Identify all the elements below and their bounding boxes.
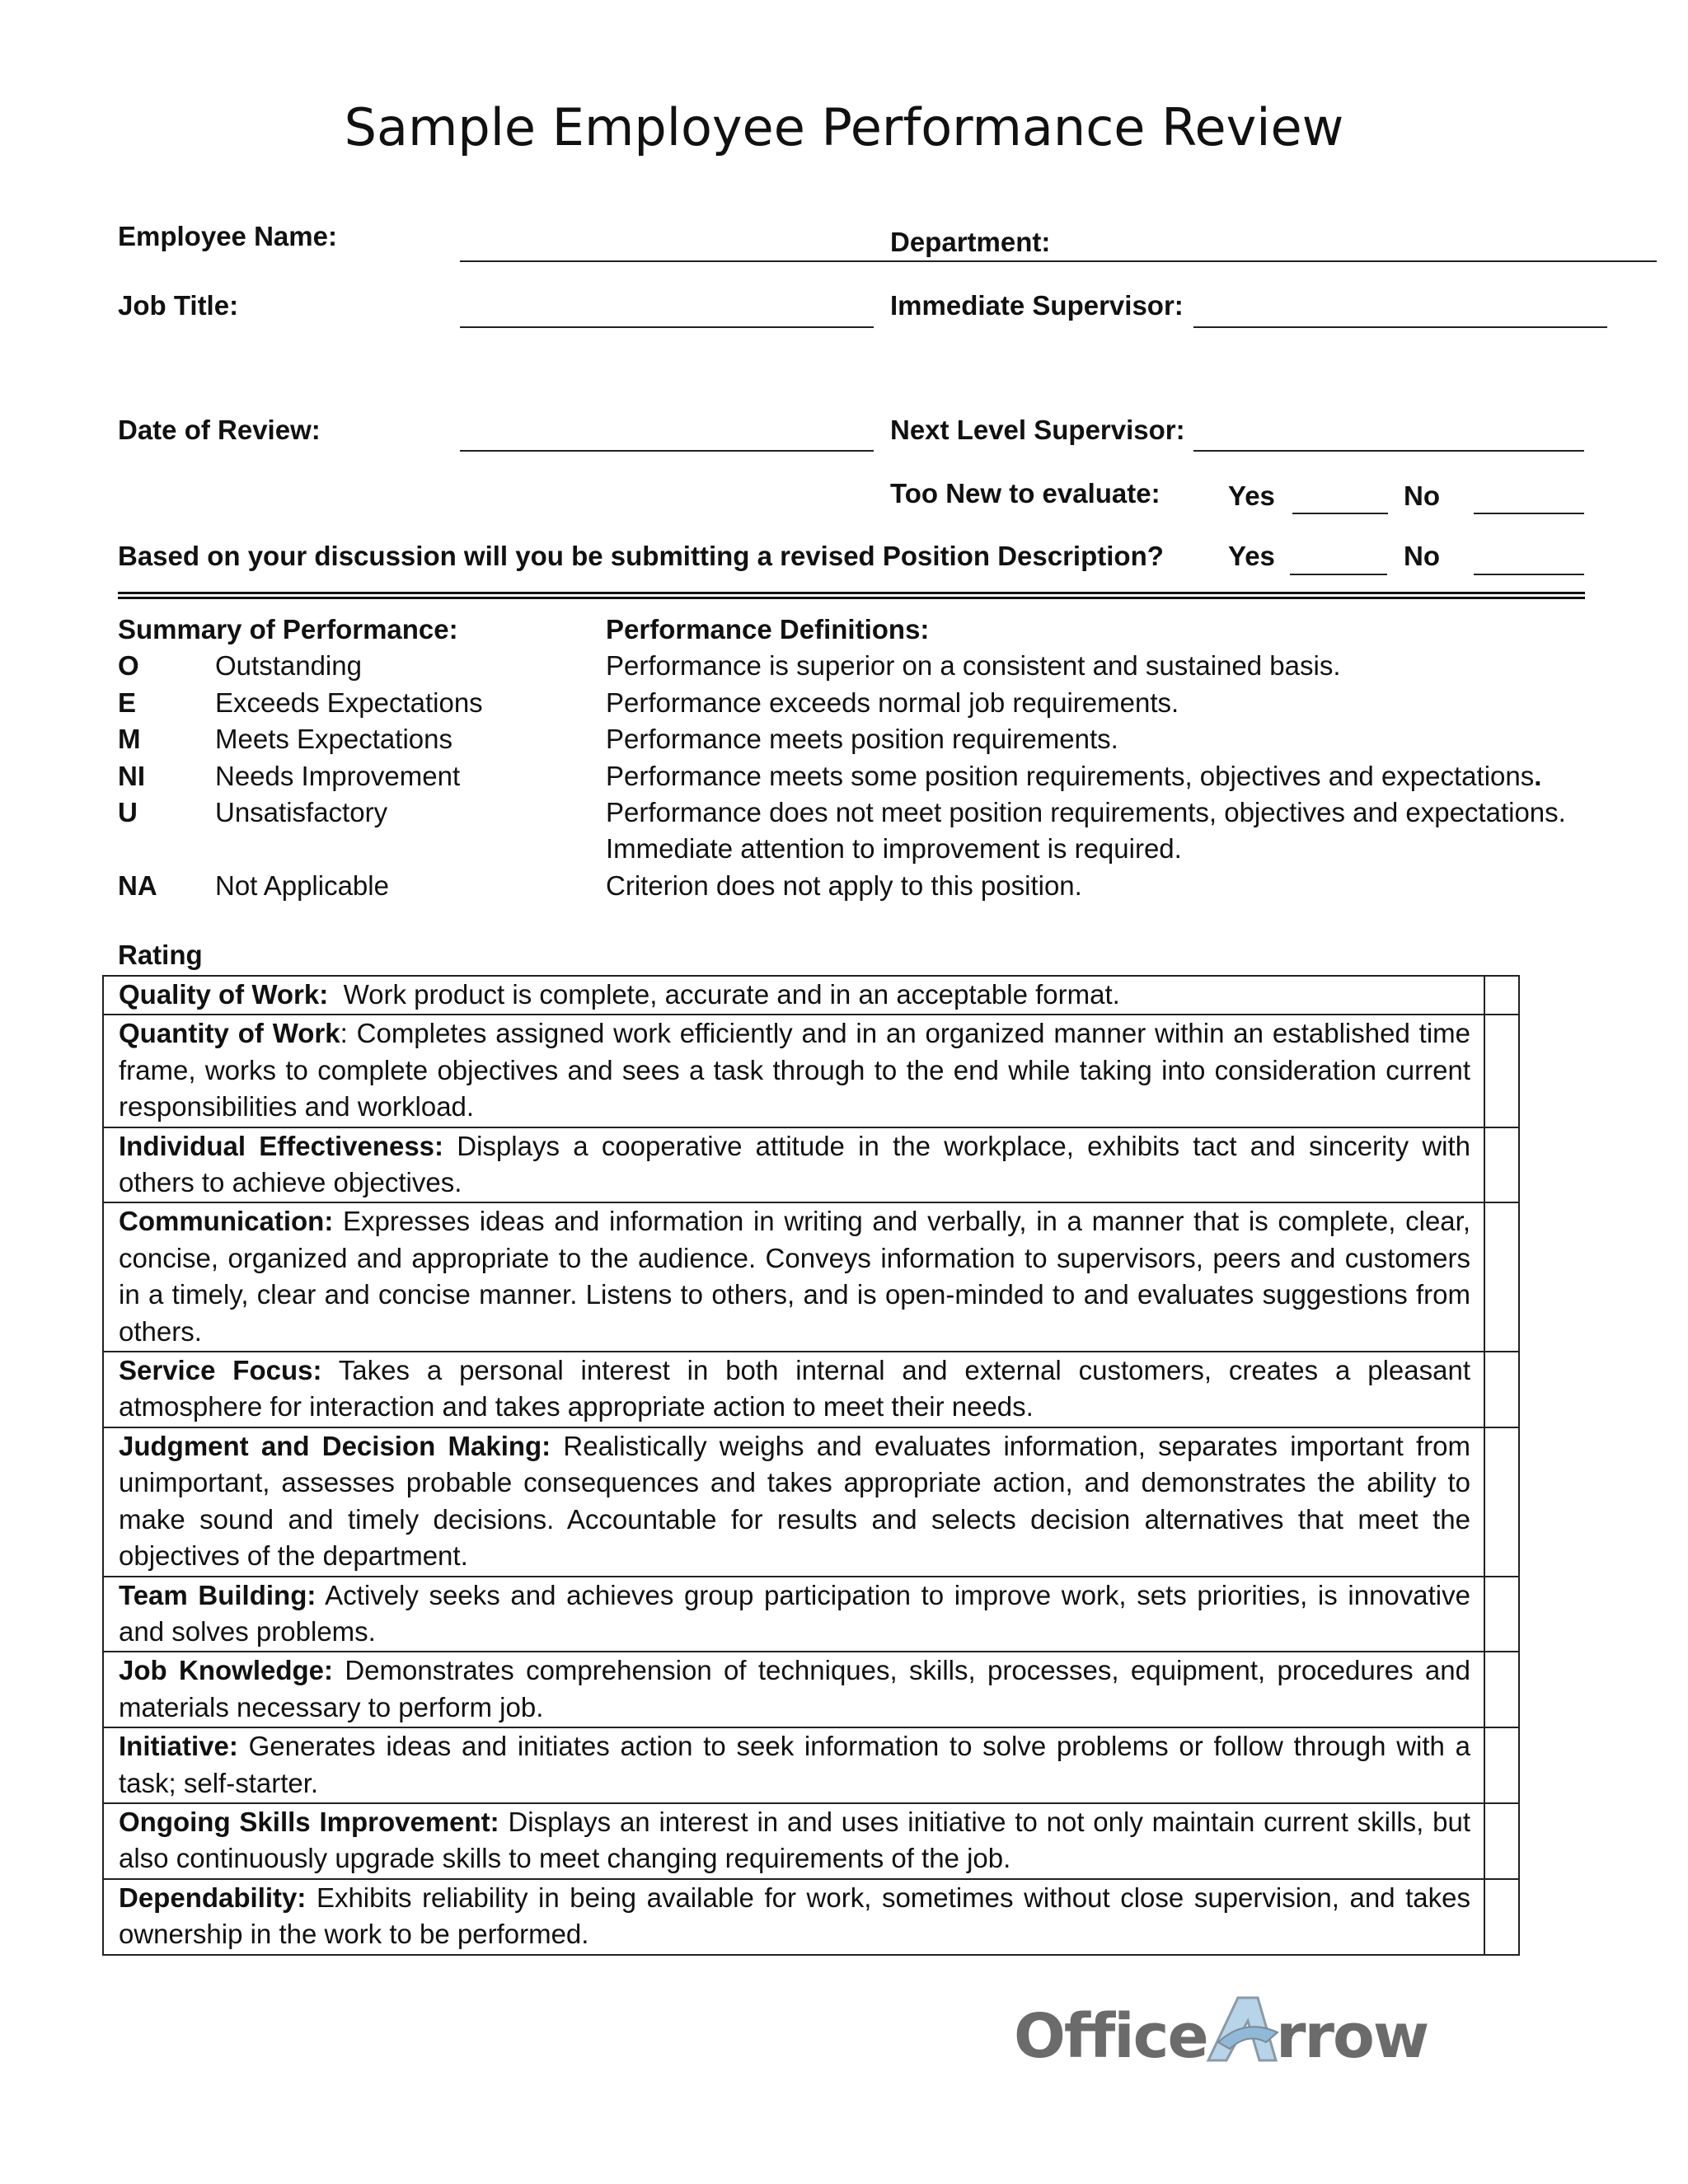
criterion-name: Dependability: — [119, 1882, 307, 1913]
summary-code: M — [118, 724, 141, 755]
criterion-cell — [103, 1652, 1484, 1727]
rating-box[interactable] — [1484, 1427, 1519, 1577]
rating-box[interactable] — [1484, 1577, 1519, 1652]
performance-summary — [118, 612, 1601, 904]
criterion-name: Quality of Work: — [119, 979, 329, 1010]
arrow-a-logo-icon — [1208, 1998, 1278, 2060]
summary-code: O — [118, 650, 139, 682]
criterion-text: Displays a cooperative attitude in the workplace, exhibits tact and sincerity with others to achieve objectives. — [119, 1130, 1471, 1198]
summary-definition-line: Immediate attention to improvement is required. — [606, 833, 1182, 865]
table-row — [103, 1352, 1519, 1427]
summary-code: U — [118, 797, 138, 828]
criterion-text: Takes a personal interest in both internal and external customers, creates a pleasant atmosphere for interaction and takes appropriate action to meet their needs. — [119, 1355, 1470, 1422]
criterion-cell — [103, 1202, 1484, 1352]
summary-name: Outstanding — [215, 650, 362, 682]
criterion-text: Expresses ideas and information in writing and verbally, in a manner that is complete, clear, concise, organized and appropriate to the audience. Conveys information to supervisors, peers and customers in a timely, clear and concise manner. Listens to others, and is open-minded to and evaluates suggestions from others. — [119, 1206, 1470, 1347]
summary-code: E — [118, 687, 137, 718]
criterion-cell — [103, 1427, 1484, 1577]
date-of-review-line[interactable] — [460, 450, 874, 452]
revised-no-label: No — [1404, 541, 1440, 571]
criterion-name: Initiative: — [119, 1731, 238, 1762]
table-row — [103, 1127, 1519, 1203]
table-row — [103, 1577, 1519, 1652]
criterion-name: Judgment and Decision Making: — [119, 1430, 551, 1461]
summary-name: Unsatisfactory — [215, 797, 388, 828]
criterion-name: Team Building: — [119, 1579, 316, 1610]
next-level-supervisor-label: Next Level Supervisor: — [890, 415, 1185, 445]
department-label: Department: — [890, 227, 1051, 257]
criterion-cell — [103, 1015, 1484, 1127]
next-level-supervisor-line[interactable] — [1193, 450, 1584, 452]
criterion-text: Generates ideas and initiates action to seek information to solve problems or follow through with a task; self-starter. — [119, 1731, 1470, 1798]
revised-no-line[interactable] — [1474, 574, 1584, 575]
criterion-text: : Completes assigned work efficiently and in an organized manner within an established time frame, works to complete objectives and sees a task through to the end while taking into consideration current responsibilities and workload. — [119, 1018, 1470, 1122]
employee-name-label: Employee Name: — [118, 221, 337, 251]
summary-code: NA — [118, 869, 157, 901]
criterion-cell — [103, 1879, 1484, 1955]
criterion-name: Ongoing Skills Improvement: — [119, 1806, 499, 1837]
table-row — [103, 1427, 1519, 1577]
criterion-cell — [103, 1803, 1484, 1879]
criterion-cell — [103, 976, 1484, 1015]
summary-definition: Performance is superior on a consistent and sustained basis. — [606, 650, 1341, 682]
summary-name: Needs Improvement — [215, 760, 461, 791]
summary-name: Not Applicable — [215, 869, 389, 901]
summary-definition — [606, 794, 1601, 868]
office-arrow-logo — [1014, 1985, 1428, 2075]
summary-definition: Performance exceeds normal job requirements. — [606, 687, 1179, 718]
job-title-label: Job Title: — [118, 290, 239, 321]
criterion-text: Demonstrates comprehension of techniques, skills, processes, equipment, procedures and materials necessary to perform job. — [119, 1655, 1470, 1722]
criterion-cell — [103, 1577, 1484, 1652]
criterion-name: Service Focus: — [119, 1355, 322, 1386]
summary-code: NI — [118, 760, 145, 791]
rating-table — [102, 975, 1520, 1956]
summary-name: Meets Expectations — [215, 724, 452, 755]
revised-yes-line[interactable] — [1290, 574, 1387, 575]
logo-text-right: rrow — [1276, 2001, 1428, 2072]
summary-header: Summary of Performance: — [118, 614, 458, 644]
summary-row — [118, 758, 1601, 794]
office-arrow-logo-svg — [1014, 1985, 1428, 2075]
criterion-text: Actively seeks and achieves group participation to improve work, sets priorities, is innovative and solves problems. — [119, 1579, 1470, 1647]
criterion-text: Work product is complete, accurate and in an acceptable format. — [328, 979, 1120, 1010]
summary-row — [118, 685, 1601, 721]
rating-label: Rating — [118, 940, 203, 970]
revised-yes-label: Yes — [1228, 541, 1275, 571]
section-divider — [118, 592, 1585, 599]
rating-box[interactable] — [1484, 976, 1519, 1015]
summary-row — [118, 648, 1601, 684]
immediate-supervisor-line[interactable] — [1193, 326, 1607, 328]
criterion-text: Realistically weighs and evaluates information, separates important from unimportant, assesses probable consequences and takes appropriate action, and demonstrates the ability to make sound and timely decisions. Accountable for results and selects decision alternatives that meet the objectives of the department. — [119, 1430, 1470, 1572]
table-row — [103, 1879, 1519, 1955]
table-row — [103, 1202, 1519, 1352]
criterion-cell — [103, 1727, 1484, 1803]
summary-definition: Performance meets position requirements. — [606, 724, 1118, 755]
summary-definition — [606, 758, 1601, 794]
criterion-cell — [103, 1127, 1484, 1203]
summary-row — [118, 868, 1601, 904]
too-new-no-line[interactable] — [1474, 513, 1584, 514]
too-new-no-label: No — [1404, 480, 1440, 511]
table-row — [103, 1803, 1519, 1879]
summary-definition-line: Performance does not meet position requirements, objectives and expectations. — [606, 797, 1566, 828]
rating-box[interactable] — [1484, 1879, 1519, 1955]
criterion-name: Job Knowledge: — [119, 1655, 333, 1686]
definitions-header: Performance Definitions: — [606, 614, 930, 644]
summary-definition-period: . — [1534, 760, 1542, 791]
too-new-label: Too New to evaluate: — [890, 478, 1160, 509]
summary-row — [118, 794, 1601, 868]
table-row — [103, 1015, 1519, 1127]
rating-box[interactable] — [1484, 1202, 1519, 1352]
criterion-name: Quantity of Work — [119, 1018, 340, 1049]
date-of-review-label: Date of Review: — [118, 415, 321, 445]
rating-box[interactable] — [1484, 1127, 1519, 1203]
page-title: Sample Employee Performance Review — [344, 97, 1344, 157]
summary-row — [118, 721, 1601, 757]
rating-box[interactable] — [1484, 1015, 1519, 1127]
rating-box[interactable] — [1484, 1727, 1519, 1803]
rating-box[interactable] — [1484, 1652, 1519, 1727]
summary-definition: Criterion does not apply to this position. — [606, 869, 1082, 901]
job-title-line[interactable] — [460, 326, 874, 328]
rating-box[interactable] — [1484, 1352, 1519, 1427]
rating-box[interactable] — [1484, 1803, 1519, 1879]
summary-definition-text: Performance meets some position requirements, objectives and expectations — [606, 760, 1535, 791]
criterion-text: Displays an interest in and uses initiative to not only maintain current skills, but also continuously upgrade skills to meet changing requirements of the job. — [119, 1806, 1470, 1874]
revised-question-label: Based on your discussion will you be submitting a revised Position Description? — [118, 541, 1164, 571]
too-new-yes-line[interactable] — [1292, 513, 1388, 514]
summary-name: Exceeds Expectations — [215, 687, 483, 718]
criterion-name: Individual Effectiveness: — [119, 1130, 444, 1161]
criterion-cell — [103, 1352, 1484, 1427]
table-row — [103, 1652, 1519, 1727]
table-row — [103, 1727, 1519, 1803]
criterion-text: Exhibits reliability in being available for work, sometimes without close supervision, and takes ownership in the work to be performed. — [119, 1882, 1470, 1950]
employee-name-line[interactable] — [460, 260, 1657, 262]
criterion-name: Communication: — [119, 1206, 334, 1237]
logo-text-left: Office — [1014, 2001, 1207, 2072]
too-new-yes-label: Yes — [1228, 480, 1275, 511]
table-row — [103, 976, 1519, 1015]
immediate-supervisor-label: Immediate Supervisor: — [890, 290, 1184, 321]
